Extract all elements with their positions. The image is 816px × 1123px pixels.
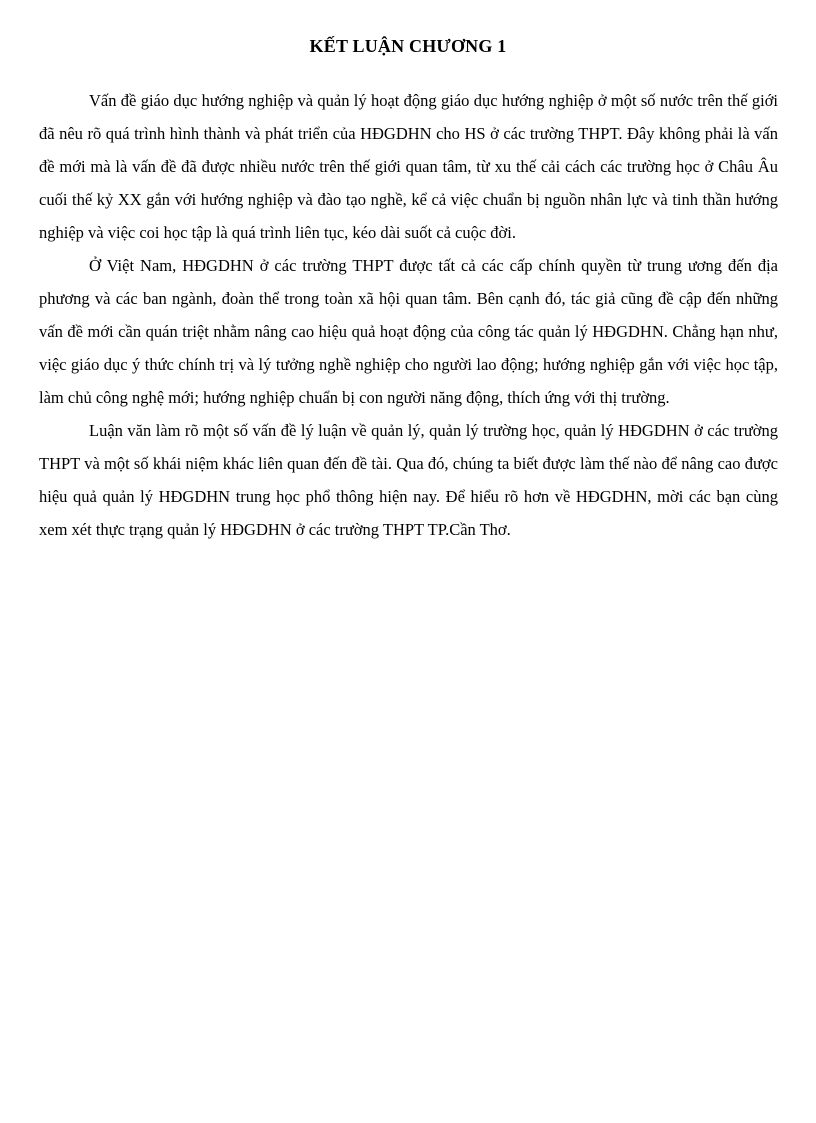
paragraph-3: Luận văn làm rõ một số vấn đề lý luận về quản lý, quản lý trường học, quản lý HĐGDHN ở các trường THPT và một số khái niệm khác liên quan đến đề tài. Qua đó, chúng ta biết được làm thế nào để nâng cao được hiệu quả quản lý HĐGDHN trung học phổ thông hiện nay. Để hiểu rõ hơn về HĐGDHN, mời các bạn cùng xem xét thực trạng quản lý HĐGDHN ở các trường THPT TP.Cần Thơ.	[39, 421, 778, 539]
paragraph-1: Vấn đề giáo dục hướng nghiệp và quản lý hoạt động giáo dục hướng nghiệp ở một số nước trên thế giới đã nêu rõ quá trình hình thành và phát triển của HĐGDHN cho HS ở các trường THPT. Đây không phải là vấn đề mới mà là vấn đề đã được nhiều nước trên thế giới quan tâm, từ xu thế cải cách các trường học ở Châu Âu cuối thế kỷ XX gắn với hướng nghiệp và đào tạo nghề, kể cả việc chuẩn bị nguồn nhân lực và tinh thần hướng nghiệp và việc coi học tập là quá trình liên tục, kéo dài suốt cả cuộc đời.	[39, 91, 778, 242]
chapter-conclusion-title: KẾT LUẬN CHƯƠNG 1	[309, 36, 507, 56]
paragraph-2: Ở Việt Nam, HĐGDHN ở các trường THPT được tất cả các cấp chính quyền từ trung ương đến địa phương và các ban ngành, đoàn thể trong toàn xã hội quan tâm. Bên cạnh đó, tác giả cũng đề cập đến những vấn đề mới cần quán triệt nhằm nâng cao hiệu quả hoạt động của công tác quản lý HĐGDHN. Chẳng hạn như, việc giáo dục ý thức chính trị và lý tưởng nghề nghiệp cho người lao động; hướng nghiệp gắn với việc học tập, làm chủ công nghệ mới; hướng nghiệp chuẩn bị con người năng động, thích ứng với thị trường.	[39, 256, 778, 407]
document-body	[39, 84, 778, 546]
